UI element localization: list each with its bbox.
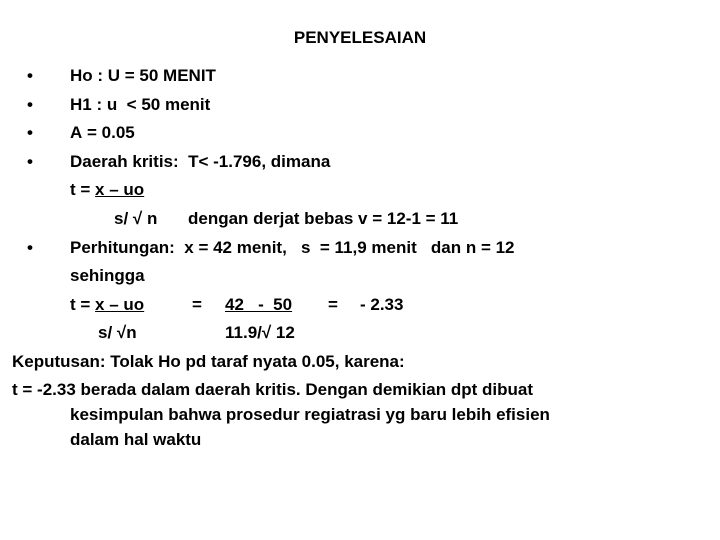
bullet-alpha: Α = 0.05 <box>70 123 135 142</box>
bullet-calculation: Perhitungan: x = 42 menit, s = 11,9 menit dan n = 12 <box>70 238 515 257</box>
formula2-equals-1: = <box>192 295 202 314</box>
calc-sehingga: sehingga <box>70 266 145 285</box>
formula1-degrees-of-freedom: dengan derjat bebas v = 12-1 = 11 <box>188 209 459 228</box>
formula2-lhs: t = <box>70 295 96 314</box>
formula2-result: - 2.33 <box>360 295 404 314</box>
formula2-numerator-line <box>70 295 144 315</box>
bullet-dot: • <box>27 238 33 257</box>
bullet-null-hypothesis: Ho : U = 50 MENIT <box>70 66 216 85</box>
formula2-numerator-values: 42 - 50 <box>225 295 293 314</box>
formula1-numerator: x – uo <box>95 180 145 199</box>
conclusion-reason: t = -2.33 berada dalam daerah kritis. Dengan demikian dpt dibuat <box>12 380 534 399</box>
bullet-critical-region: Daerah kritis: T< -1.796, dimana <box>70 152 331 171</box>
slide-title: PENYELESAIAN <box>293 28 427 47</box>
bullet-dot: • <box>27 95 33 114</box>
formula1-denominator: s/ √ n <box>114 209 158 228</box>
bullet-dot: • <box>27 66 33 85</box>
formula2-numerator: x – uo <box>95 295 145 314</box>
formula2-denominator-values: 11.9/√ 12 <box>225 323 295 342</box>
bullet-dot: • <box>27 123 33 142</box>
conclusion-summary-end: dalam hal waktu <box>70 430 202 449</box>
formula2-denominator: s/ √n <box>98 323 137 342</box>
formula2-equals-2: = <box>328 295 338 314</box>
bullet-alt-hypothesis: H1 : u < 50 menit <box>70 95 211 114</box>
conclusion-decision: Keputusan: Tolak Ho pd taraf nyata 0.05, karena: <box>12 352 405 371</box>
conclusion-summary: kesimpulan bahwa prosedur regiatrasi yg baru lebih efisien <box>70 405 550 424</box>
bullet-dot: • <box>27 152 33 171</box>
formula1-lhs: t = <box>70 180 96 199</box>
formula1-numerator-line <box>70 180 144 200</box>
